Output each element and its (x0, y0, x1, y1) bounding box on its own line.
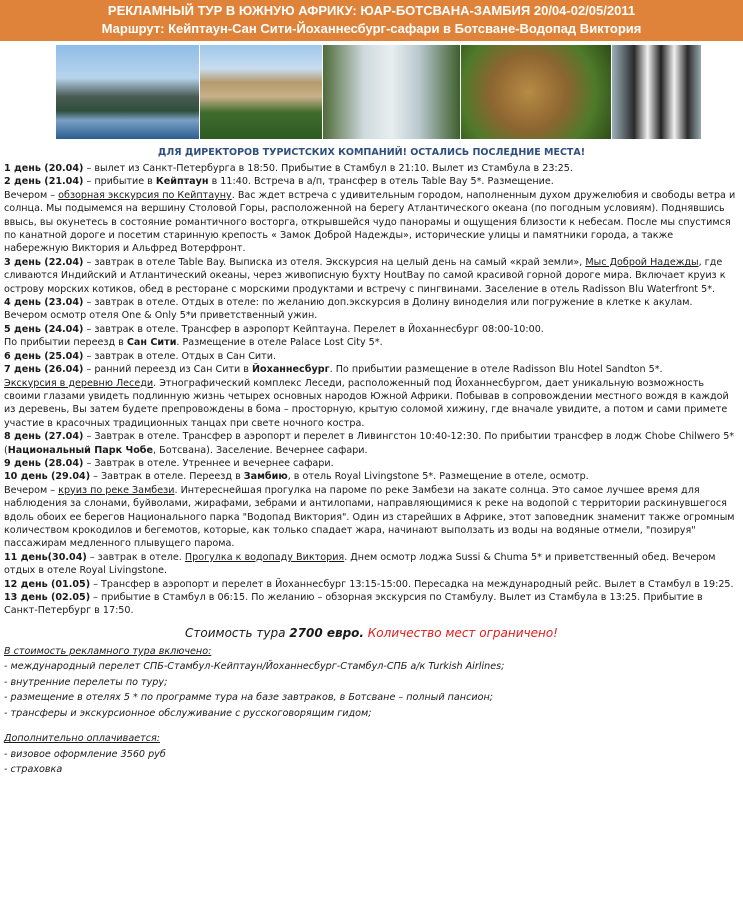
photo-strip (0, 41, 743, 141)
day-1: 1 день (20.04) – вылет из Санкт-Петербурга в 18:50. Прибытие в Стамбул в 21:10. Вылет из Стамбула в 23:25. (4, 163, 573, 174)
victoria-falls-photo (323, 45, 460, 139)
included-item: - трансферы и экскурсионное обслуживание с русскоговорящим гидом; (4, 707, 372, 719)
day-13: 13 день (02.05) – прибытие в Стамбул в 06:15. По желанию – обзорная экскурсия по Стамбулу. Вылет из Стамбула в 13:25. Прибытие в Санкт-Петербург в 17:50. (4, 592, 703, 617)
day-3: 3 день (22.04) – завтрак в отеле Table Bay. Выписка из отеля. Экскурсия на целый день на самый «край земли», Мыс Доброй Надежды, где сливаются Индийский и Атлантический океаны, через живописную бухту HoutBay по самой красивой горной дороге мира. Включает круиз к острову морских котиков, обед в ресторане с морскими продуктами и встречу с пингвинами. Заселение в отель Radisson Blu Waterfront 5*. (4, 256, 726, 295)
day-7: 7 день (26.04) – ранний переезд из Сан Сити в Йоханнесбург. По прибытии размещение в отеле Radisson Blu Hotel Sandton 5*. (4, 364, 663, 376)
day-2: 2 день (21.04) – прибытие в Кейптаун в 11:40. Встреча в а/п, трансфер в отель Table Bay 5*. Размещение. (4, 176, 554, 188)
day-10: 10 день (29.04) – Завтрак в отеле. Переезд в Замбию, в отель Royal Livingstone 5*. Размещение в отеле, осмотр. (4, 471, 589, 483)
included-section (0, 644, 743, 778)
price-amount: 2700 евро. (289, 625, 364, 640)
limit-warning: Количество мест ограничено! (363, 625, 558, 640)
extra-title: Дополнительно оплачивается: (4, 733, 160, 745)
cape-link[interactable]: Мыс Доброй Надежды (585, 256, 699, 268)
header-banner (0, 0, 743, 41)
tour-title: РЕКЛАМНЫЙ ТУР В ЮЖНУЮ АФРИКУ: ЮАР-БОТСВАНА-ЗАМБИЯ 20/04-02/05/2011 (107, 3, 636, 18)
excursion-link[interactable]: обзорная экскурсия по Кейптауну (58, 189, 232, 201)
day-4: 4 день (23.04) – завтрак в отеле. Отдых в отеле: по желанию доп.экскурсия в Долину виноделия или погружение в клетке к акулам. Вечером осмотр отеля One & Only 5*и приветственный ужин. (4, 297, 693, 322)
day-7-excursion: Экскурсия в деревню Леседи. Этнографический комплекс Леседи, расположенный под Йоханнесбургом, дает уникальную возможность своими глазами увидеть подлинную жизнь четырех основных народов Южной Африки. Побывав в сопровождении местного вождя в каждой из деревень, Вы затем будете препровождены в бома – просторную, крытую соломой хижину, где вначале увидите, а потом и сами примете участие в красочных традиционных танцах при свете ночного костра. (4, 377, 729, 429)
day-9: 9 день (28.04) – Завтрак в отеле. Утреннее и вечернее сафари. (4, 457, 334, 469)
day-10-evening: Вечером – круиз по реке Замбези. Интереснейшая прогулка на пароме по реке Замбези на закате солнца. Это самое лучшее время для наблюдения за слонами, буйволами, жирафами, зебрами и антилопами, направляющимися к реке на водопой с территории раскинувшегося вдоль обоих ее берегов Национального парка "Водопад Виктория". Один из старейших в Африке, этот заповедник знаменит также огромным количеством крокодилов и бегемотов, которые, как только спадает жара, начинают выползать из воды на водяные отмели, "позируя" пассажирам медленного плывущего парома. (4, 484, 735, 550)
itinerary (0, 162, 743, 618)
day-2-evening: Вечером – обзорная экскурсия по Кейптауну. Вас ждет встреча с удивительным городом, наполненным духом дружелюбия и свободы ветра и солнца. Мы подымемся на вершину Столовой Горы, расположенной на берегу Атлантического океана (по погодным условиям). Поднявшись ввысь, вы окунетесь в состояние романтичного восторга, открывшейся чудо панорамы и ощущения близости к небесам. После мы спустимся по канатной дороге и посетим старинную крепость « Замок Доброй Надежды», исторические улицы и памятники города, а также набережную Виктория и Альфред Вотерфронт. (4, 189, 736, 255)
penguins-photo (612, 45, 701, 139)
lion-photo (461, 45, 611, 139)
extra-item: - визовое оформление 3560 руб (4, 748, 166, 760)
zambezi-link[interactable]: круиз по реке Замбези (58, 484, 175, 496)
price-line: Стоимость тура 2700 евро. Количество мест ограничено! (185, 625, 558, 640)
extra-item: - страховка (4, 764, 63, 776)
included-title: В стоимость рекламного тура включено: (4, 645, 212, 657)
victoria-link[interactable]: Прогулка к водопаду Виктория (184, 551, 345, 563)
included-item: - международный перелет СПБ-Стамбул-Кейптаун/Йоханнесбург-Стамбул-СПБ а/к Turkish Airlines; (4, 661, 505, 673)
day-8: 8 день (27.04) – Завтрак в отеле. Трансфер в аэропорт и перелет в Ливингстон 10:40-12:30. По прибытии трансфер в лодж Chobe Chilwero 5*(Национальный Парк Чобе, Ботсвана). Заселение. Вечернее сафари. (4, 431, 735, 456)
lesedi-link[interactable]: Экскурсия в деревню Леседи (4, 377, 154, 389)
included-item: - внутренние перелеты по туру; (4, 676, 168, 688)
day-6: 6 день (25.04) – завтрак в отеле. Отдых в Сан Сити. (4, 350, 277, 362)
table-mountain-photo (56, 45, 199, 139)
palace-lost-city-photo (200, 45, 322, 139)
day-11: 11 день(30.04) – завтрак в отеле. Прогулка к водопаду Виктория. Днем осмотр лоджа Sussi & Chuma 5* и приветственный обед. Вечером отдых в отеле Royal Livingstone. (4, 551, 716, 577)
day-12: 12 день (01.05) – Трансфер в аэропорт и перелет в Йоханнесбург 13:15-15:00. Пересадка на международный рейс. Вылет в Стамбул в 19:25. (4, 578, 734, 590)
day-5-arrival: По прибытии переезд в Сан Сити. Размещение в отеле Palace Lost City 5*. (4, 337, 383, 349)
tour-route: Маршрут: Кейптаун-Сан Сити-Йоханнесбург-сафари в Ботсване-Водопад Виктория (101, 21, 642, 36)
included-item: - размещение в отелях 5 * по программе тура на базе завтраков, в Ботсване – полный пансион; (4, 692, 493, 704)
notice-text: ДЛЯ ДИРЕКТОРОВ ТУРИСТСКИХ КОМПАНИЙ! ОСТАЛИСЬ ПОСЛЕДНИЕ МЕСТА! (157, 147, 586, 158)
day-5: 5 день (24.04) – завтрак в отеле. Трансфер в аэропорт Кейптауна. Перелет в Йоханнесбург 08:00-10:00. (4, 323, 544, 335)
